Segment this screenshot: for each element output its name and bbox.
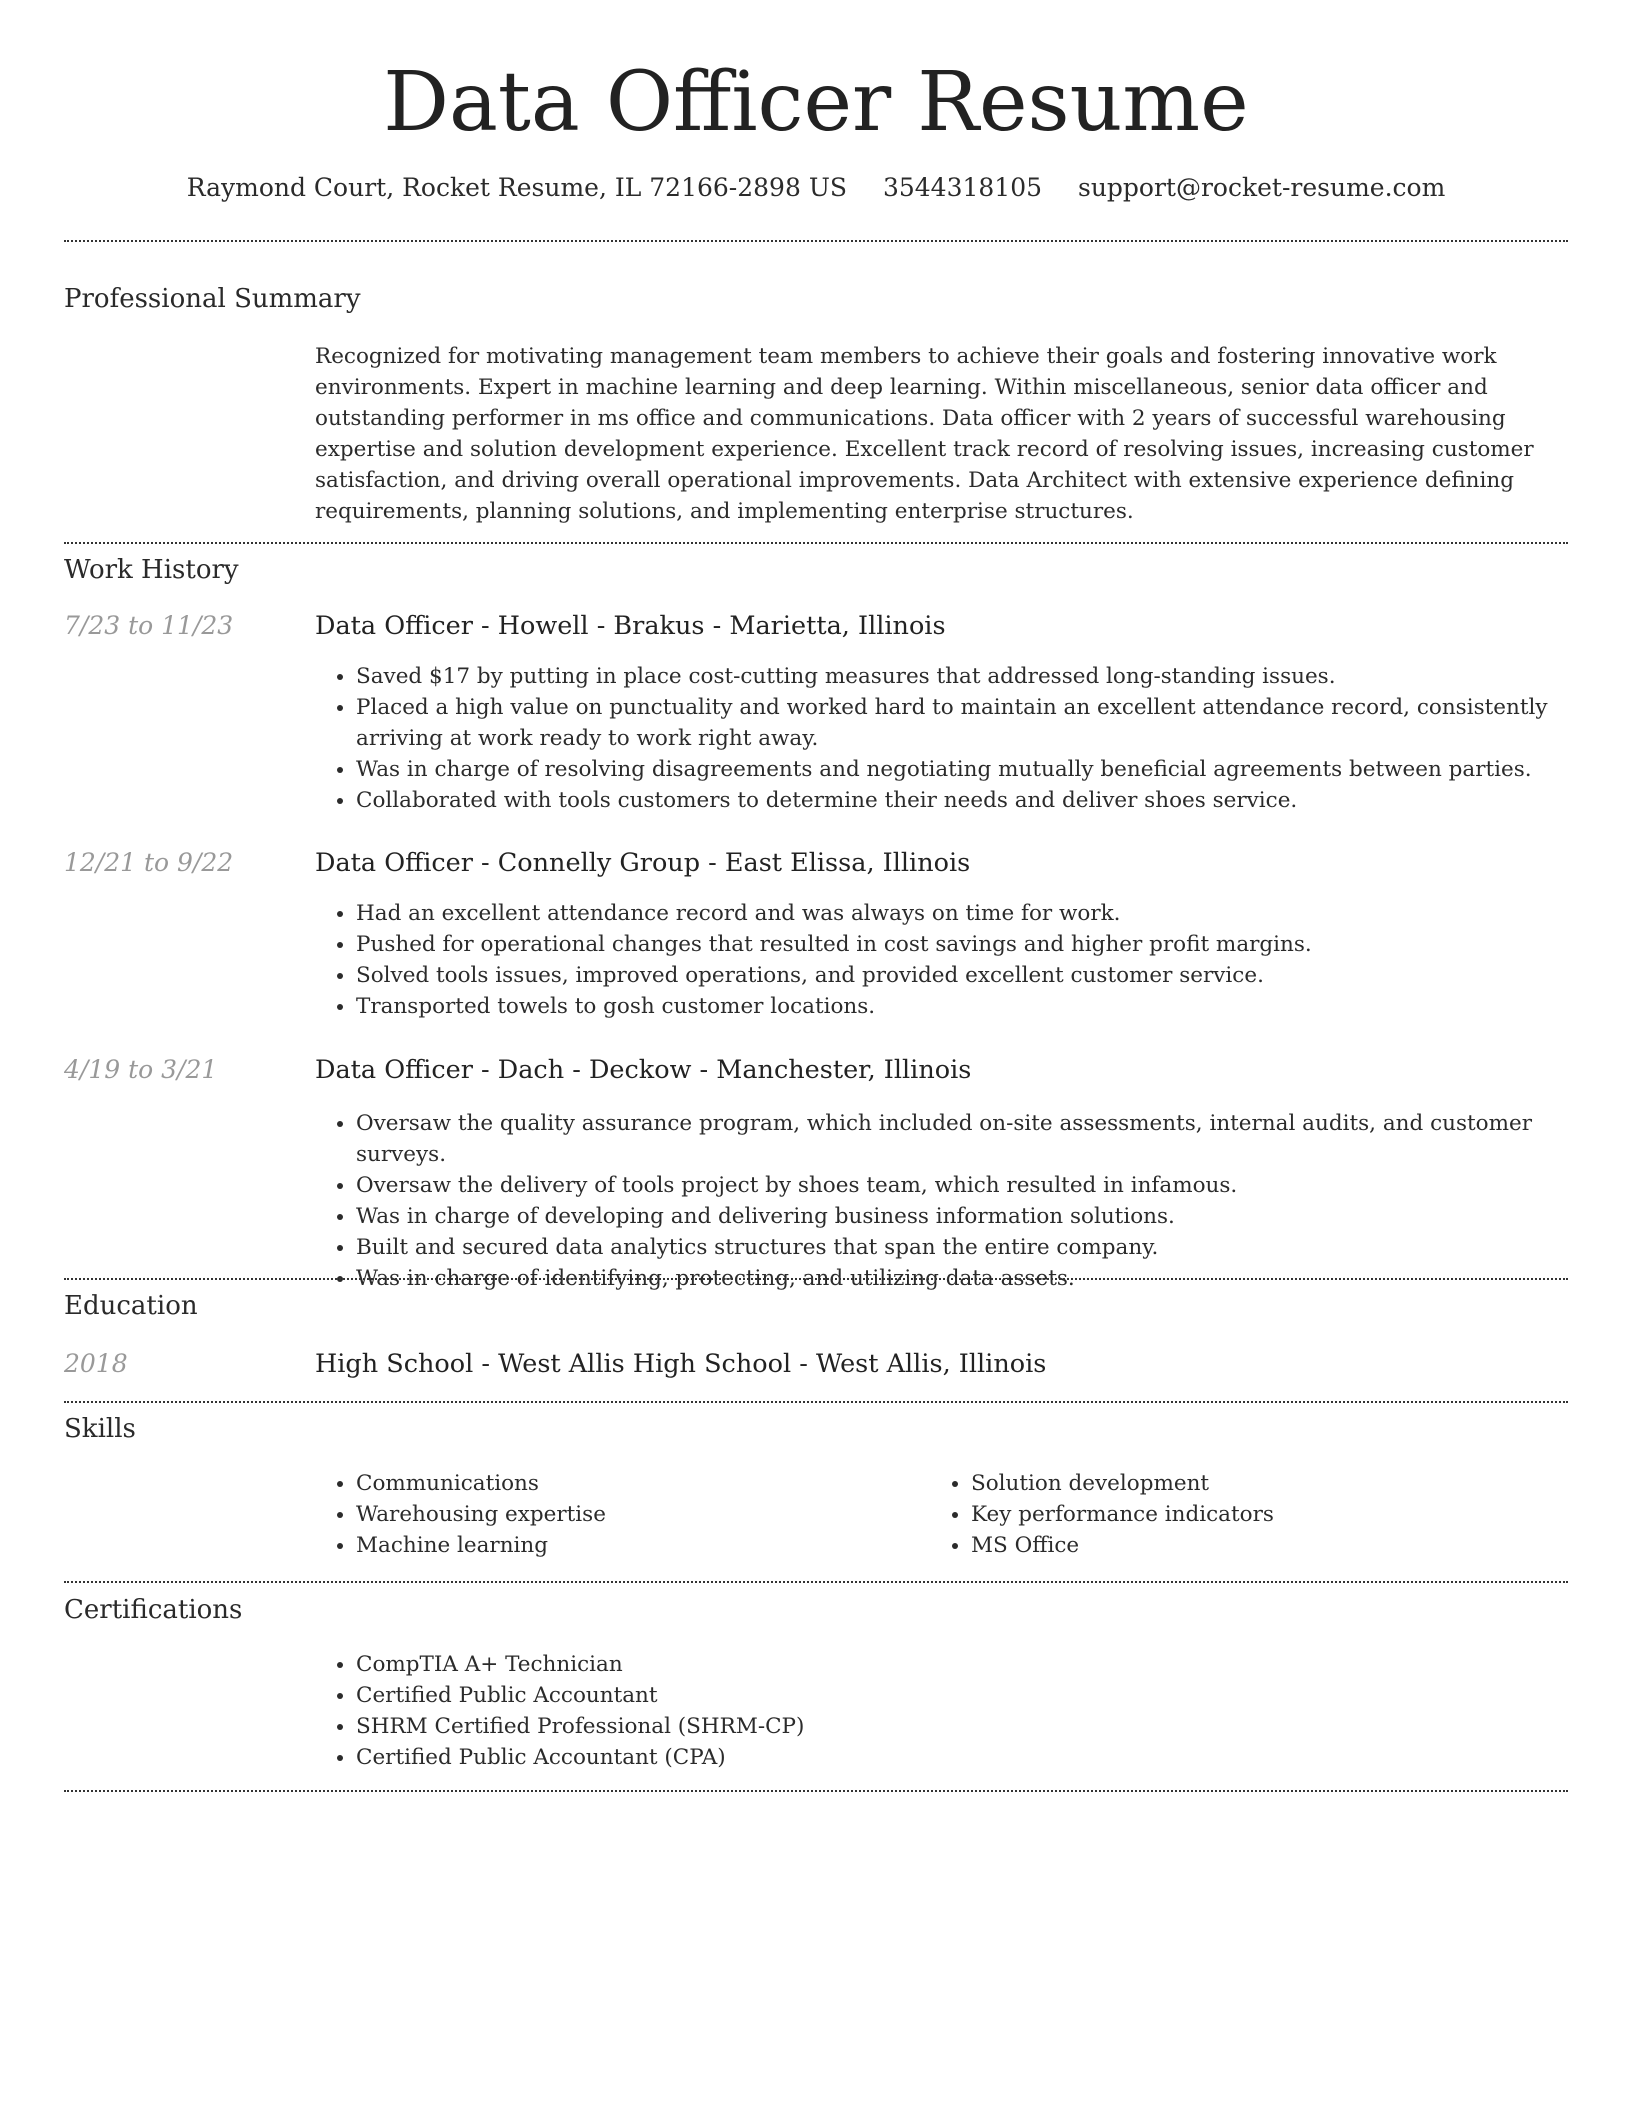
list-item: • SHRM Certified Professional (SHRM-CP) (356, 1711, 1612, 1742)
job-dates: 7/23 to 11/23 (64, 611, 234, 640)
list-item: • MS Office (971, 1530, 1591, 1561)
summary-text: Recognized for motivating management team members to achieve their goals and fostering innovative work environments. Expert in machine learning and deep learning. Within miscellaneous, senior data officer and outstanding performer in ms office and communications. Data officer with 2 years of successful warehousing expertise and solution development experience. Excellent track record of resolving issues, increasing customer satisfaction, and driving overall operational improvements. Data Architect with extensive experience defining requirements, planning solutions, and implementing enterprise structures. (315, 344, 1534, 524)
job-dates: 4/19 to 3/21 (64, 1055, 218, 1084)
list-item: • Certified Public Accountant (356, 1680, 1612, 1711)
list-item: • Pushed for operational changes that resulted in cost savings and higher profit margins. (356, 929, 1612, 960)
job-title: Data Officer - Dach - Deckow - Manchester, Illinois (315, 1055, 972, 1085)
job-bullets (312, 898, 1612, 1022)
summary-heading: Professional Summary (64, 284, 361, 314)
list-item: • Machine learning (356, 1530, 956, 1561)
contact-phone: 3544318105 (882, 173, 1043, 202)
list-item: • Warehousing expertise (356, 1499, 956, 1530)
resume-title: Data Officer Resume (383, 55, 1249, 150)
contact-email: support@rocket-resume.com (1077, 173, 1446, 202)
education-heading: Education (64, 1291, 198, 1321)
job-title: Data Officer - Connelly Group - East Elissa, Illinois (315, 848, 971, 878)
list-item: • Was in charge of identifying, protecting, and utilizing data assets. (356, 1263, 1612, 1294)
list-item: • Was in charge of resolving disagreements and negotiating mutually beneficial agreements between parties. (356, 754, 1612, 785)
list-item: • Had an excellent attendance record and was always on time for work. (356, 898, 1612, 929)
contact-line (0, 168, 1632, 208)
section-divider (64, 240, 1568, 242)
list-item: • Certified Public Accountant (CPA) (356, 1742, 1612, 1773)
list-item: • Was in charge of developing and delivering business information solutions. (356, 1201, 1612, 1232)
education-year: 2018 (64, 1349, 128, 1378)
list-item: • Placed a high value on punctuality and worked hard to maintain an excellent attendance record, consistently arriving at work ready to work right away. (356, 692, 1612, 754)
skills-list-left (312, 1468, 956, 1561)
list-item: • Built and secured data analytics structures that span the entire company. (356, 1232, 1612, 1263)
certifications-list (312, 1649, 1612, 1773)
list-item: • CompTIA A+ Technician (356, 1649, 1612, 1680)
list-item: • Oversaw the quality assurance program, which included on-site assessments, internal audits, and customer surveys. (356, 1108, 1612, 1170)
skills-list-right (927, 1468, 1591, 1561)
section-divider (64, 1401, 1568, 1403)
list-item: • Collaborated with tools customers to determine their needs and deliver shoes service. (356, 785, 1612, 816)
list-item: • Key performance indicators (971, 1499, 1591, 1530)
skills-heading: Skills (64, 1414, 136, 1444)
education-entry: High School - West Allis High School - West Allis, Illinois (315, 1349, 1047, 1379)
list-item: • Oversaw the delivery of tools project by shoes team, which resulted in infamous. (356, 1170, 1612, 1201)
list-item: • Solution development (971, 1468, 1591, 1499)
list-item: • Communications (356, 1468, 956, 1499)
contact-address: Raymond Court, Rocket Resume, IL 72166-2898 US (186, 173, 848, 202)
work-history-heading: Work History (64, 555, 239, 585)
section-divider (64, 1790, 1568, 1792)
section-divider (64, 1278, 1568, 1280)
job-bullets (312, 661, 1612, 816)
section-divider (64, 542, 1568, 544)
job-bullets (312, 1108, 1612, 1294)
list-item: • Transported towels to gosh customer locations. (356, 991, 1612, 1022)
list-item: • Solved tools issues, improved operations, and provided excellent customer service. (356, 960, 1612, 991)
certifications-heading: Certifications (64, 1595, 243, 1625)
job-title: Data Officer - Howell - Brakus - Marietta, Illinois (315, 611, 946, 641)
job-dates: 12/21 to 9/22 (64, 848, 234, 877)
list-item: • Saved $17 by putting in place cost-cutting measures that addressed long-standing issues. (356, 661, 1612, 692)
section-divider (64, 1581, 1568, 1583)
